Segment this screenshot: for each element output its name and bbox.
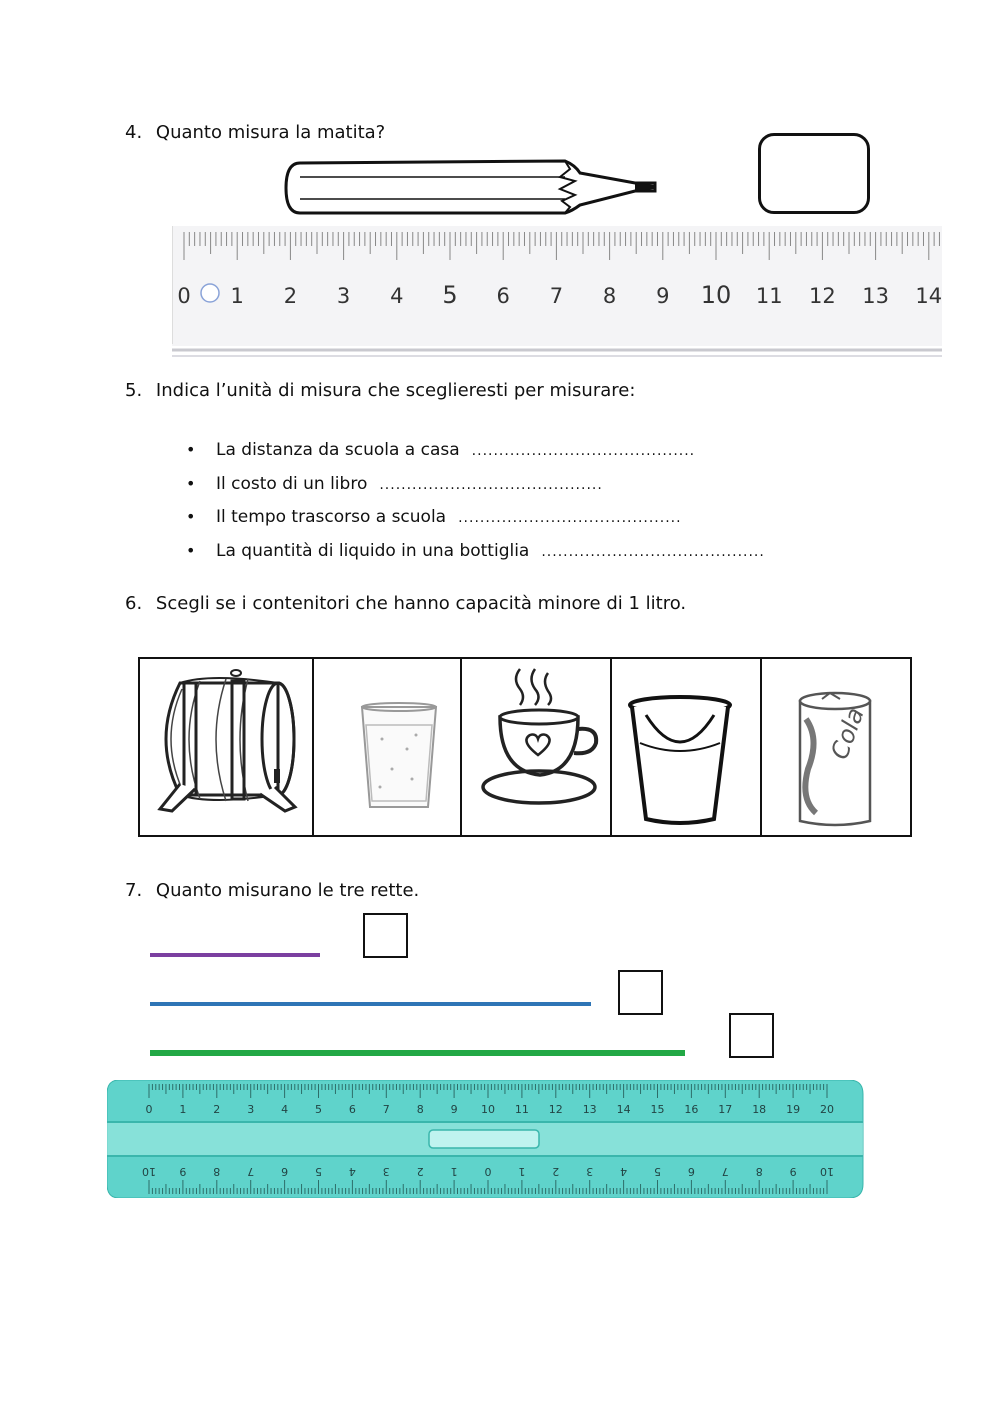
- ruler-label: 7: [549, 284, 564, 308]
- ruler-label: 6: [496, 284, 510, 308]
- ruler-label: 13: [862, 284, 889, 308]
- question-5-number: 5.: [125, 380, 143, 401]
- ruler-label: 10: [481, 1103, 495, 1116]
- ruler-label: 4: [390, 284, 404, 308]
- ruler-label: 5: [315, 1165, 322, 1178]
- ruler-label: 10: [820, 1165, 834, 1178]
- question-7-text: Quanto misurano le tre rette.: [155, 880, 420, 901]
- answer-blank[interactable]: .........................................: [471, 443, 696, 459]
- question-7: [125, 880, 419, 901]
- ruler-label: 2: [552, 1165, 560, 1178]
- soda-can-icon: [760, 659, 910, 835]
- containers-table: [138, 657, 912, 837]
- ruler-label: 5: [315, 1103, 322, 1116]
- ruler-label: 3: [586, 1165, 594, 1178]
- ruler-label: 19: [786, 1103, 801, 1116]
- ruler-label: 11: [755, 284, 783, 308]
- ruler-label: 4: [348, 1165, 356, 1178]
- ruler-label: 4: [281, 1103, 289, 1116]
- container-cell-glass[interactable]: [312, 659, 462, 835]
- teal-ruler: [107, 1080, 865, 1198]
- question-6-text: Scegli se i contenitori che hanno capacità minore di 1 litro.: [155, 593, 687, 614]
- answer-blank[interactable]: .........................................: [541, 543, 765, 560]
- container-cell-bucket[interactable]: [610, 659, 762, 835]
- bullet-icon: •: [186, 540, 196, 560]
- question-5: [125, 380, 635, 401]
- ruler-label: 1: [450, 1165, 458, 1178]
- ruler-label: 10: [142, 1165, 156, 1178]
- question-4: [125, 122, 385, 143]
- ruler-label: 0: [177, 284, 191, 308]
- question-5-text: Indica l’unità di misura che sceglieresti per misurare:: [155, 380, 636, 401]
- ruler-label: 13: [582, 1103, 597, 1116]
- ruler-label: 4: [620, 1165, 628, 1178]
- question-4-number: 4.: [125, 122, 143, 143]
- ruler-label: 12: [809, 284, 836, 308]
- item-label: Il costo di un libro: [216, 473, 368, 494]
- ruler-label: 0: [484, 1165, 492, 1178]
- question-4-text: Quanto misura la matita?: [155, 122, 386, 143]
- ruler-label: 14: [915, 284, 942, 308]
- ruler-label: 17: [718, 1103, 733, 1116]
- ruler-label: 12: [548, 1103, 563, 1116]
- item-label: La distanza da scuola a casa: [216, 440, 460, 460]
- line-long-answer-box[interactable]: [729, 1013, 774, 1058]
- item-label: La quantità di liquido in una bottiglia: [216, 540, 530, 561]
- ruler-label: 1: [230, 284, 244, 308]
- ruler-label: 3: [336, 284, 351, 308]
- line-medium-answer-box[interactable]: [618, 970, 663, 1015]
- coffee-cup-icon: [460, 659, 610, 835]
- answer-blank[interactable]: .........................................: [379, 476, 603, 493]
- line-medium: [150, 1002, 591, 1006]
- line-long: [150, 1050, 685, 1056]
- bullet-icon: •: [186, 473, 196, 493]
- ruler-cm: [172, 226, 942, 358]
- ruler-label: 3: [247, 1103, 255, 1116]
- ruler-label: 15: [650, 1103, 665, 1116]
- ruler-label: 2: [416, 1165, 424, 1178]
- answer-blank[interactable]: .........................................: [458, 510, 682, 526]
- container-cell-coffee-cup[interactable]: [460, 659, 612, 835]
- ruler-label: 6: [281, 1165, 289, 1178]
- ruler-label: 5: [654, 1165, 661, 1178]
- container-cell-barrel[interactable]: [140, 659, 314, 835]
- question-6-number: 6.: [125, 593, 143, 614]
- bullet-icon: •: [186, 507, 196, 526]
- ruler-label: 20: [820, 1103, 834, 1116]
- ruler-label: 5: [442, 281, 458, 309]
- question-6: [125, 593, 686, 614]
- line-short: [150, 953, 320, 957]
- ruler-label: 7: [247, 1165, 255, 1178]
- ruler-label: 9: [179, 1165, 187, 1178]
- can-label: Cola: [825, 703, 870, 764]
- bullet-icon: •: [186, 440, 196, 459]
- ruler-label: 18: [752, 1103, 767, 1116]
- ruler-label: 1: [179, 1103, 187, 1116]
- ruler-label: 8: [755, 1165, 763, 1178]
- unit-list: [186, 434, 765, 568]
- ruler-label: 14: [616, 1103, 631, 1116]
- pencil-answer-box[interactable]: [758, 133, 870, 214]
- list-item: [186, 434, 765, 468]
- ruler-label: 9: [450, 1103, 458, 1116]
- list-item: [186, 468, 765, 502]
- ruler-label: 10: [700, 281, 732, 309]
- ruler-label: 16: [684, 1103, 699, 1116]
- list-item: [186, 501, 765, 535]
- pencil-icon: [280, 155, 665, 220]
- list-item: [186, 535, 765, 569]
- line-short-answer-box[interactable]: [363, 913, 408, 958]
- ruler-zero-marker: [201, 284, 219, 302]
- ruler-label: 3: [382, 1165, 390, 1178]
- item-label: Il tempo trascorso a scuola: [216, 507, 447, 527]
- glass-icon: [312, 659, 460, 835]
- ruler-label: 9: [789, 1165, 797, 1178]
- bucket-icon: [610, 659, 760, 835]
- ruler-label: 8: [213, 1165, 221, 1178]
- container-cell-soda-can[interactable]: [760, 659, 910, 835]
- ruler-label: 2: [283, 284, 298, 308]
- ruler-label: 7: [721, 1165, 729, 1178]
- ruler-label: 8: [416, 1103, 424, 1116]
- ruler-label: 6: [348, 1103, 356, 1116]
- ruler-label: 6: [687, 1165, 695, 1178]
- ruler-label: 7: [382, 1103, 390, 1116]
- ruler-label: 1: [518, 1165, 526, 1178]
- ruler-label: 11: [514, 1103, 529, 1116]
- ruler-label: 2: [213, 1103, 221, 1116]
- ruler-label: 8: [602, 284, 617, 308]
- ruler-label: 0: [145, 1103, 153, 1116]
- ruler-label: 9: [656, 284, 670, 308]
- question-7-number: 7.: [125, 880, 143, 901]
- barrel-icon: [140, 659, 312, 835]
